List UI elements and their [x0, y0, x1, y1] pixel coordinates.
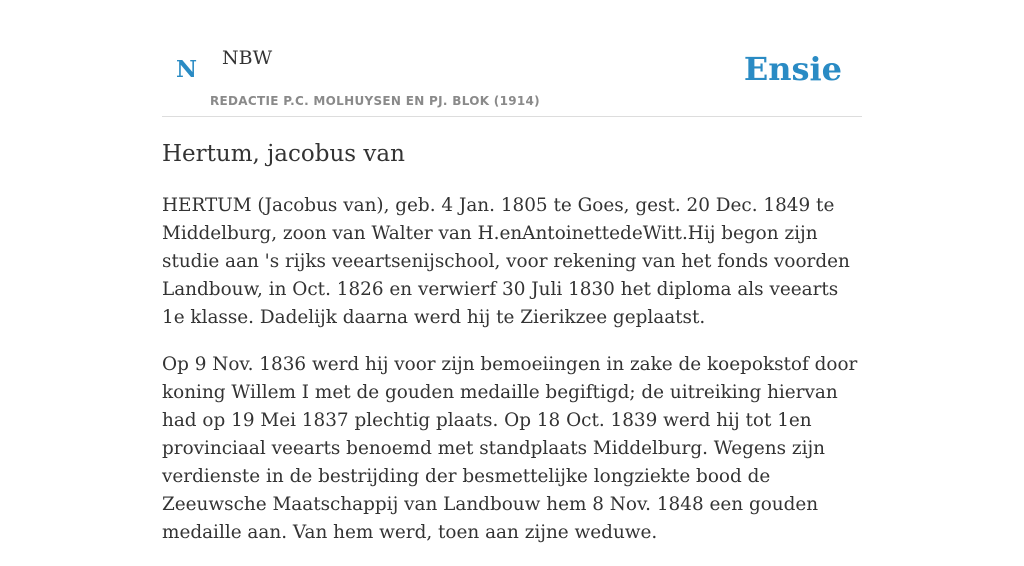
article-paragraph: HERTUM (Jacobus van), geb. 4 Jan. 1805 te Goes, gest. 20 Dec. 1849 te Middelburg, zoon van Walter van H.enAntoinettedeWitt.Hij begon zijn studie aan 's rijks veeartsenijschool, voor rekening van het fonds voorden Landbouw, in Oct. 1826 en verwierf 30 Juli 1830 het diploma als veearts 1e klasse. Dadelijk daarna werd hij te Zierikzee geplaatst.	[162, 195, 850, 328]
article-title: Hertum, jacobus van	[162, 141, 405, 167]
brand-logo-link[interactable]: Ensie	[743, 50, 842, 88]
article-page	[162, 0, 862, 543]
source-editors: REDACTIE P.C. MOLHUYSEN EN PJ. BLOK (1914)	[210, 94, 540, 108]
source-header	[162, 0, 862, 117]
source-logo[interactable]: N	[176, 56, 198, 83]
article-body	[162, 192, 862, 566]
source-name-link[interactable]: NBW	[222, 47, 273, 69]
article-paragraph: Op 9 Nov. 1836 werd hij voor zijn bemoeiingen in zake de koepokstof door koning Willem I met de gouden medaille begiftigd; de uitreiking hiervan had op 19 Mei 1837 plechtig plaats. Op 18 Oct. 1839 werd hij tot 1en provinciaal veearts benoemd met standplaats Middelburg. Wegens zijn verdienste in de bestrijding der besmettelijke longziekte bood de Zeeuwsche Maatschappij van Landbouw hem 8 Nov. 1848 een gouden medaille aan. Van hem werd, toen aan zijne weduwe.	[162, 354, 858, 543]
